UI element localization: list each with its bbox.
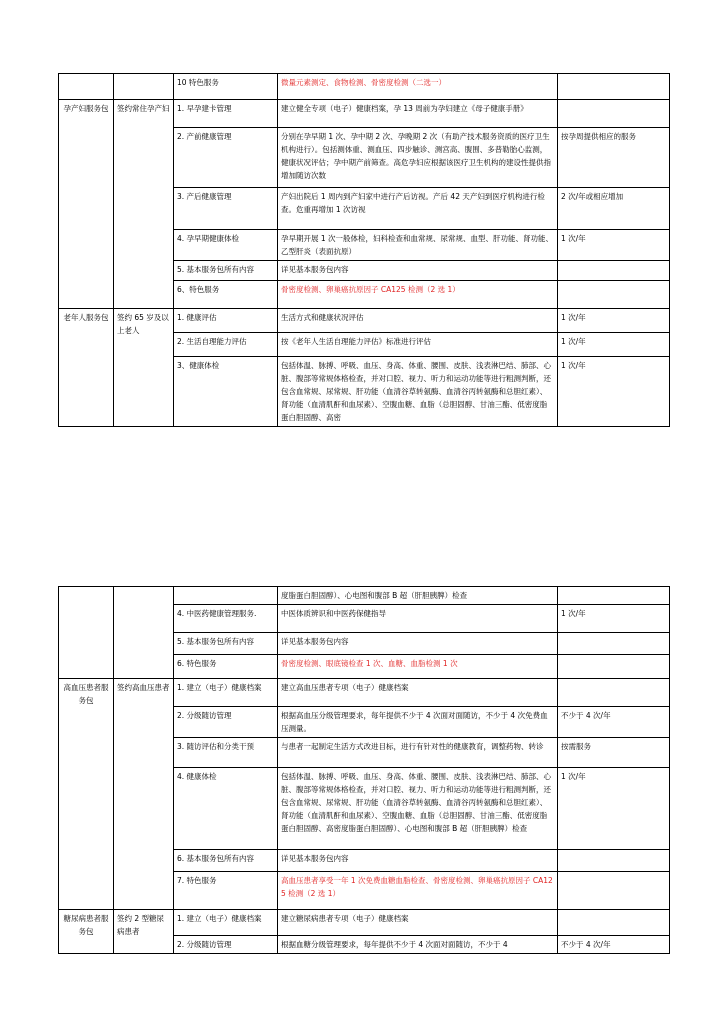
freq-cell: 1 次/年: [558, 768, 670, 850]
freq-cell: 1 次/年: [558, 605, 670, 633]
target-group: 签约 2 型糖尿病患者: [114, 910, 174, 954]
content-cell: 产妇出院后 1 周内到产妇家中进行产后访视。产后 42 天产妇到医疗机构进行检查。危重再增加 1 次访视: [278, 188, 558, 230]
content-cell: 度脂蛋白胆固醇）、心电图和腹部 B 超（肝胆胰脾）检查: [278, 587, 558, 605]
item-cell: 4. 中医药健康管理服务.: [174, 605, 278, 633]
item-cell: 3、健康体检: [174, 357, 278, 427]
freq-cell: [558, 587, 670, 605]
content-cell: 包括体温、脉搏、呼吸、血压、身高、体重、腰围、皮肤、浅表淋巴结、肺部、心脏、腹部等常规体格检查，并对口腔、视力、听力和运动功能等进行粗测判断，还包含血常规、尿常规、肝功能（血清谷草转氨酶、血清谷丙转氨酶和总胆红素）、肾功能（血清肌酐和血尿素）、空腹血糖、血脂（总胆固醇、甘油三酯、低密度脂蛋白胆固醇、高密度脂蛋白胆固醇）、心电图和腹部 B 超（肝胆胰脾）检查: [278, 768, 558, 850]
content-cell: 中医体质辨识和中医药保健指导: [278, 605, 558, 633]
item-cell: 5. 基本服务包所有内容: [174, 261, 278, 281]
target-group: 签约常住孕产妇: [114, 100, 174, 309]
item-cell: [174, 587, 278, 605]
freq-cell: [558, 100, 670, 128]
freq-cell: [558, 633, 670, 655]
content-cell: 详见基本服务包内容: [278, 261, 558, 281]
table-row: [59, 587, 670, 605]
table-row: [59, 309, 670, 333]
item-cell: 4. 健康体检: [174, 768, 278, 850]
content-cell: 高血压患者享受一年 1 次免费血糖血脂检查、骨密度检测、卵巢癌抗原因子 CA125 检测（2 选 1）: [278, 872, 558, 910]
freq-cell: 1 次/年: [558, 309, 670, 333]
target-group: 签约高血压患者: [114, 679, 174, 910]
content-cell: 详见基本服务包内容: [278, 850, 558, 872]
package-name: 糖尿病患者服务包: [59, 910, 114, 954]
content-cell: 建立高血压患者专项（电子）健康档案: [278, 679, 558, 707]
freq-cell: [558, 261, 670, 281]
content-cell: 按《老年人生活自理能力评估》标准进行评估: [278, 333, 558, 357]
freq-cell: [558, 910, 670, 936]
target-cell: [114, 74, 174, 100]
freq-cell: [558, 679, 670, 707]
table-row: [59, 679, 670, 707]
item-cell: 2. 分级随访管理: [174, 707, 278, 738]
freq-cell: [558, 74, 670, 100]
table-row: [59, 74, 670, 100]
target-group: 签约 65 岁及以上老人: [114, 309, 174, 427]
item-cell: 1. 健康评估: [174, 309, 278, 333]
item-cell: 2. 分级随访管理: [174, 936, 278, 954]
content-cell: 骨密度检测、眼底镜检查 1 次、血糖、血脂检测 1 次: [278, 655, 558, 679]
table-row: [59, 100, 670, 128]
item-cell: 6. 特色服务: [174, 655, 278, 679]
content-cell: 建立糖尿病患者专项（电子）健康档案: [278, 910, 558, 936]
pkg-cell: [59, 587, 114, 679]
freq-cell: 不少于 4 次/年: [558, 936, 670, 954]
item-cell: 1. 建立（电子）健康档案: [174, 679, 278, 707]
item-cell: 4. 孕早期健康体检: [174, 230, 278, 261]
item-cell: 3. 随访评估和分类干预: [174, 738, 278, 768]
freq-cell: [558, 655, 670, 679]
freq-cell: [558, 281, 670, 309]
package-name: 老年人服务包: [59, 309, 114, 427]
item-cell: 5. 基本服务包所有内容: [174, 633, 278, 655]
item-cell: 1. 早孕建卡管理: [174, 100, 278, 128]
content-cell: 微量元素测定、食物检测、骨密度检测（二选一）: [278, 74, 558, 100]
item-cell: 6. 基本服务包所有内容: [174, 850, 278, 872]
item-cell: 7. 特色服务: [174, 872, 278, 910]
package-name: 孕产妇服务包: [59, 100, 114, 309]
freq-cell: 不少于 4 次/年: [558, 707, 670, 738]
content-cell: 建立健全专项（电子）健康档案，孕 13 周前为孕妇建立《母子健康手册》: [278, 100, 558, 128]
content-cell: 详见基本服务包内容: [278, 633, 558, 655]
content-cell: 孕早期开展 1 次一般体检，妇科检查和血常规、尿常规、血型、肝功能、肾功能、乙型肝炎（表面抗原）: [278, 230, 558, 261]
freq-cell: [558, 872, 670, 910]
content-cell: 根据血糖分级管理要求，每年提供不少于 4 次面对面随访，不少于 4: [278, 936, 558, 954]
content-cell: 根据高血压分级管理要求，每年提供不少于 4 次面对面随访，不少于 4 次免费血压测量。: [278, 707, 558, 738]
freq-cell: 2 次/年或相应增加: [558, 188, 670, 230]
package-name: 高血压患者服务包: [59, 679, 114, 910]
table-row: [59, 910, 670, 936]
freq-cell: 1 次/年: [558, 230, 670, 261]
target-cell: [114, 587, 174, 679]
item-cell: 2. 产前健康管理: [174, 128, 278, 188]
freq-cell: [558, 850, 670, 872]
item-cell: 3. 产后健康管理: [174, 188, 278, 230]
item-cell: 1. 建立（电子）健康档案: [174, 910, 278, 936]
freq-cell: 1 次/年: [558, 333, 670, 357]
content-cell: 与患者一起制定生活方式改进目标，进行有针对性的健康教育，调整药物、转诊: [278, 738, 558, 768]
content-cell: 生活方式和健康状况评估: [278, 309, 558, 333]
freq-cell: 按孕周提供相应的服务: [558, 128, 670, 188]
service-table-page2: [58, 586, 670, 954]
service-table-page1: [58, 73, 670, 427]
content-cell: 骨密度检测、卵巢癌抗原因子 CA125 检测（2 选 1）: [278, 281, 558, 309]
freq-cell: 1 次/年: [558, 357, 670, 427]
item-cell: 2. 生活自理能力评估: [174, 333, 278, 357]
freq-cell: 按需服务: [558, 738, 670, 768]
item-cell: 6、特色服务: [174, 281, 278, 309]
content-cell: 包括体温、脉搏、呼吸、血压、身高、体重、腰围、皮肤、浅表淋巴结、肺部、心脏、腹部等常规体格检查，并对口腔、视力、听力和运动功能等进行粗测判断，还包含血常规、尿常规、肝功能（血清谷草转氨酶、血清谷丙转氨酶和总胆红素）、肾功能（血清肌酐和血尿素）、空腹血糖、血脂（总胆固醇、甘油三酯、低密度脂蛋白胆固醇、高密: [278, 357, 558, 427]
content-cell: 分别在孕早期 1 次、孕中期 2 次、孕晚期 2 次（有助产技术服务资质的医疗卫生机构进行）。包括测体重、测血压、四步触诊、测宫高、腹围、多普勒胎心监测，健康状况评估；孕中期产前筛查。高危孕妇应根据该医疗卫生机构的建设性提供指增加随访次数: [278, 128, 558, 188]
pkg-cell: [59, 74, 114, 100]
item-cell: 10 特色服务: [174, 74, 278, 100]
